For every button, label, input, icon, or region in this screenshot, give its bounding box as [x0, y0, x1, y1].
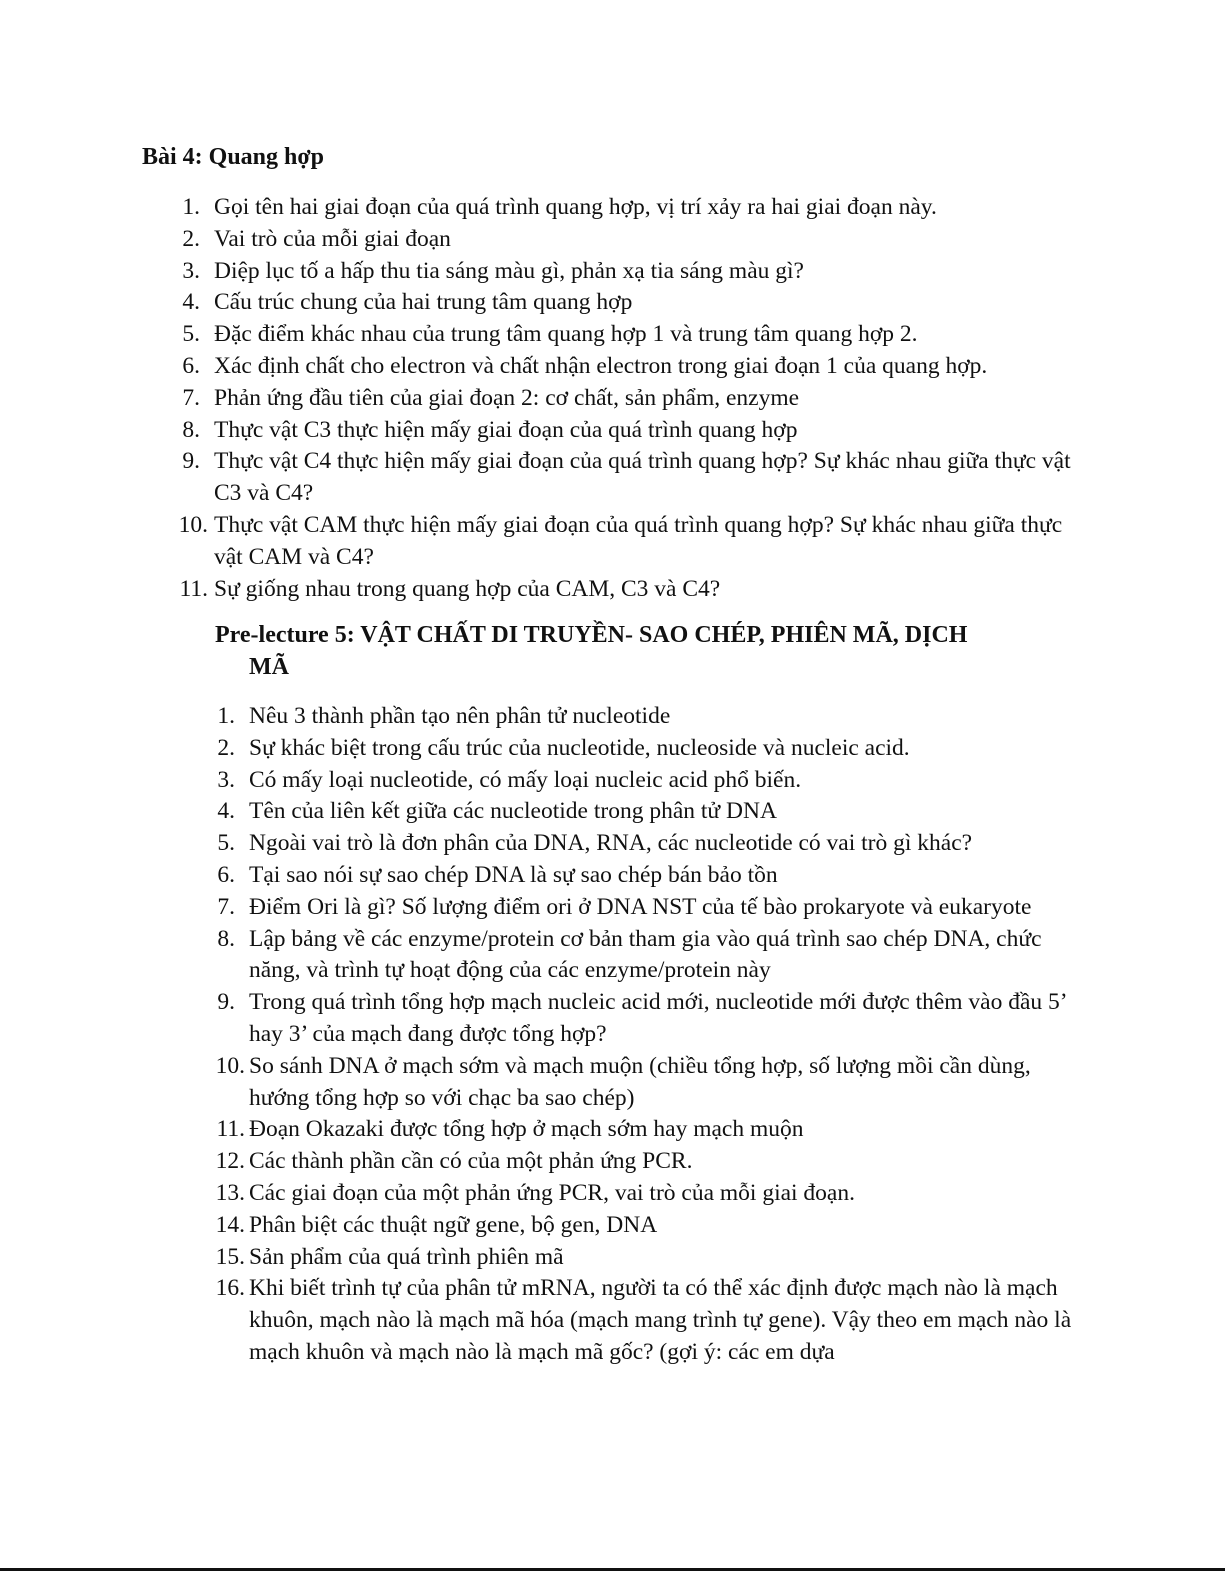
question-item: 16. Khi biết trình tự của phân tử mRNA, người ta có thể xác định được mạch nào là mạch khuôn, mạch nào là mạch mã hóa (mạch mang trình tự gene). Vậy theo em mạch nào là mạch khuôn và mạch nào là mạch mã gốc? (gợi ý: các em dựa	[215, 1275, 1072, 1365]
question-item: 15. Sản phẩm của quá trình phiên mã	[215, 1243, 564, 1270]
question-item: 1. Nêu 3 thành phần tạo nên phân tử nucleotide	[217, 703, 671, 729]
question-list-bai-4	[170, 192, 1075, 605]
question-list-pre-lecture-5	[205, 701, 1075, 1369]
question-item: 8. Thực vật C3 thực hiện mấy giai đoạn của quá trình quang hợp	[182, 416, 798, 443]
question-item: 9. Thực vật C4 thực hiện mấy giai đoạn của quá trình quang hợp? Sự khác nhau giữa thực vật C3 và C4?	[182, 448, 1071, 507]
question-item: 12. Các thành phần cần có của một phản ứng PCR.	[215, 1148, 693, 1175]
section-title-pre-lecture-5	[215, 619, 1095, 683]
question-item: 3. Diệp lục tố a hấp thu tia sáng màu gì, phản xạ tia sáng màu gì?	[182, 257, 804, 284]
question-item: 4. Cấu trúc chung của hai trung tâm quang hợp	[182, 289, 633, 316]
question-item: 8. Lập bảng về các enzyme/protein cơ bản tham gia vào quá trình sao chép DNA, chức năng, và trình tự hoạt động của các enzyme/protein này	[217, 925, 1042, 984]
question-item: 11. Sự giống nhau trong quang hợp của CAM, C3 và C4?	[179, 575, 721, 602]
question-item: 10. So sánh DNA ở mạch sớm và mạch muộn (chiều tổng hợp, số lượng mồi cần dùng, hướng tổng hợp so với chạc ba sao chép)	[215, 1052, 1031, 1111]
question-item: 6. Xác định chất cho electron và chất nhận electron trong giai đoạn 1 của quang hợp.	[182, 352, 988, 379]
question-item: 11. Đoạn Okazaki được tổng hợp ở mạch sớm hay mạch muộn	[216, 1116, 804, 1143]
page-bottom-divider	[0, 1568, 1225, 1571]
question-item: 4. Tên của liên kết giữa các nucleotide trong phân tử DNA	[217, 798, 777, 825]
section-title-bai-4: Bài 4: Quang hợp	[142, 144, 325, 170]
question-item: 2. Sự khác biệt trong cấu trúc của nucleotide, nucleoside và nucleic acid.	[217, 734, 910, 761]
question-item: 1. Gọi tên hai giai đoạn của quá trình quang hợp, vị trí xảy ra hai giai đoạn này.	[182, 194, 937, 220]
question-item: 5. Ngoài vai trò là đơn phân của DNA, RNA, các nucleotide có vai trò gì khác?	[217, 830, 973, 857]
question-item: 3. Có mấy loại nucleotide, có mấy loại nucleic acid phổ biến.	[217, 766, 802, 793]
section-title-line-2: MÃ	[249, 654, 289, 680]
question-item: 14. Phân biệt các thuật ngữ gene, bộ gen, DNA	[215, 1211, 658, 1238]
question-item: 13. Các giai đoạn của một phản ứng PCR, vai trò của mỗi giai đoạn.	[215, 1179, 855, 1206]
question-item: 5. Đặc điểm khác nhau của trung tâm quang hợp 1 và trung tâm quang hợp 2.	[182, 321, 918, 348]
question-item: 10. Thực vật CAM thực hiện mấy giai đoạn của quá trình quang hợp? Sự khác nhau giữa thực vật CAM và C4?	[178, 511, 1063, 570]
question-item: 9. Trong quá trình tổng hợp mạch nucleic acid mới, nucleotide mới được thêm vào đầu 5’ hay 3’ của mạch đang được tổng hợp?	[217, 989, 1066, 1047]
question-item: 6. Tại sao nói sự sao chép DNA là sự sao chép bán bảo tồn	[217, 861, 778, 888]
question-item: 2. Vai trò của mỗi giai đoạn	[182, 225, 451, 252]
section-title-line-1: Pre-lecture 5: VẬT CHẤT DI TRUYỀN- SAO CHÉP, PHIÊN MÃ, DỊCH	[215, 622, 968, 648]
question-item: 7. Phản ứng đầu tiên của giai đoạn 2: cơ chất, sản phẩm, enzyme	[182, 384, 800, 411]
question-item: 7. Điểm Ori là gì? Số lượng điểm ori ở DNA NST của tế bào prokaryote và eukaryote	[217, 893, 1032, 920]
